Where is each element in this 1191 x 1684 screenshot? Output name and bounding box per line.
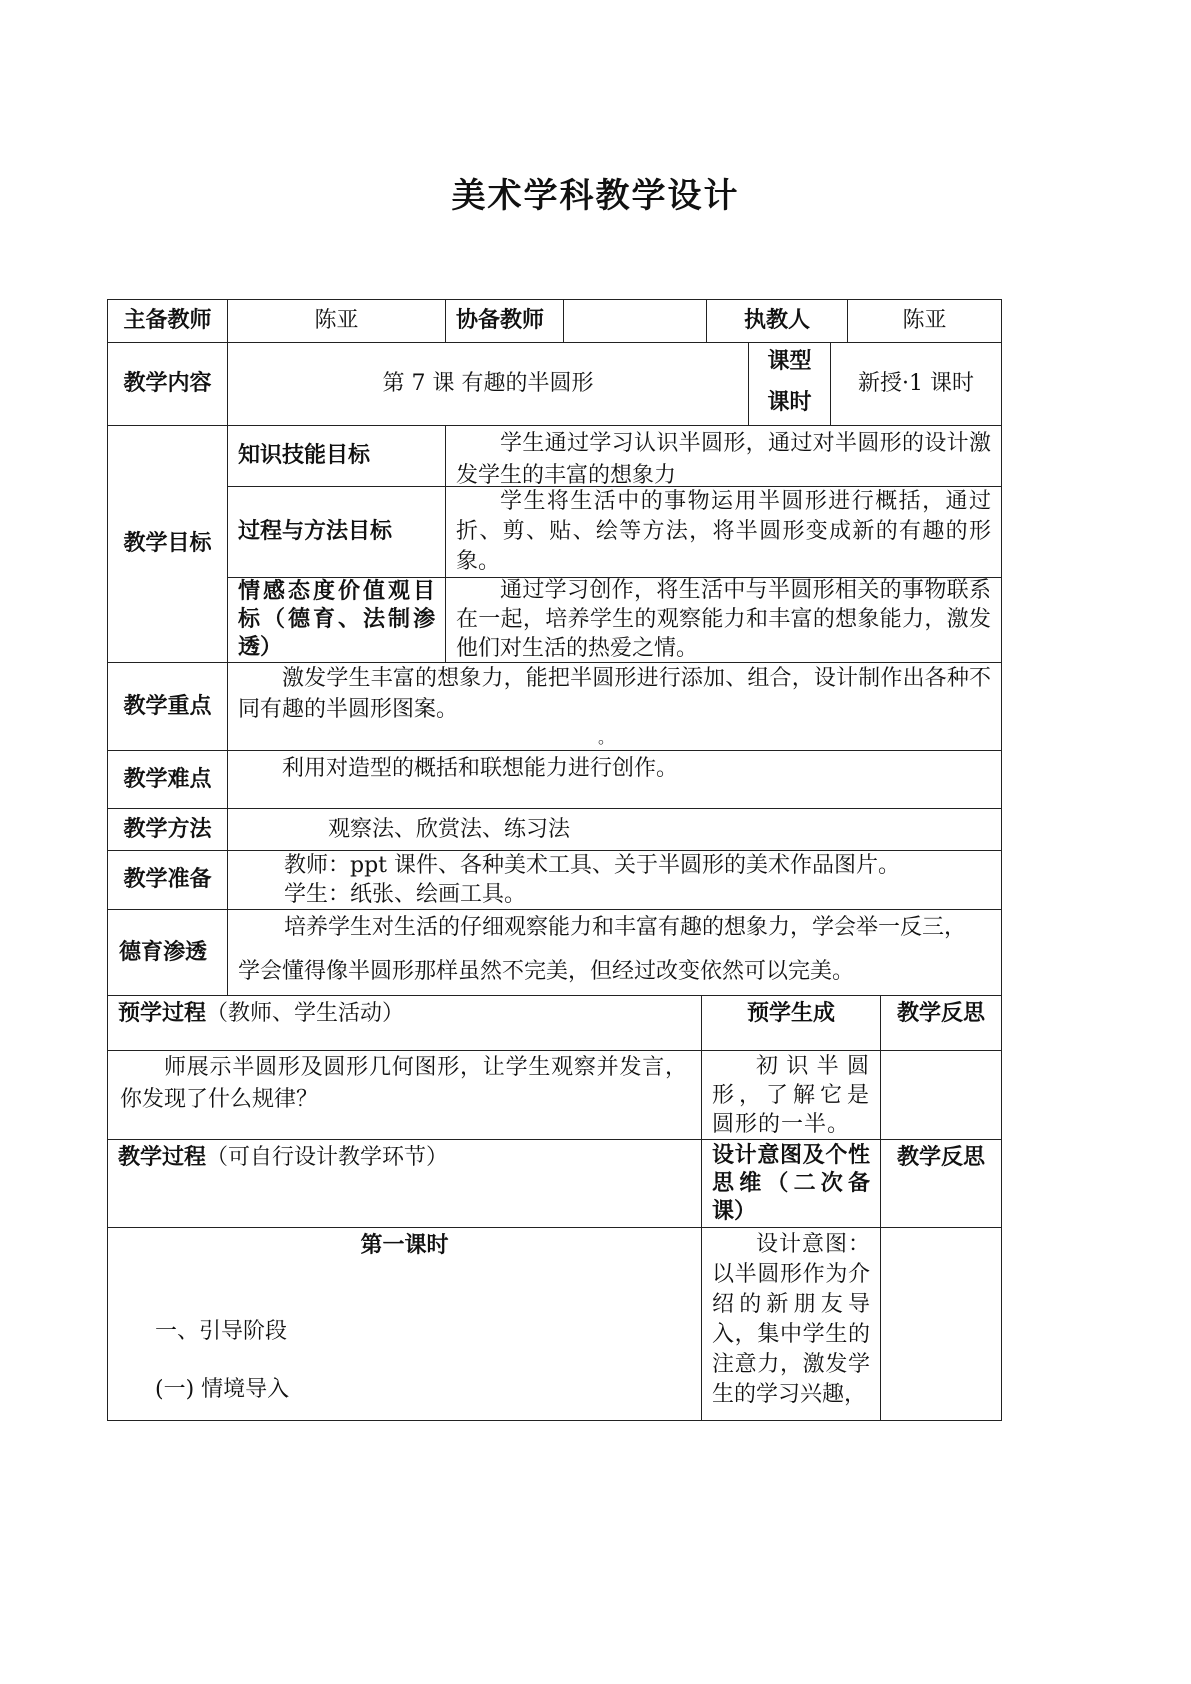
process-label: 教学过程 xyxy=(118,1145,207,1170)
table-border xyxy=(107,1139,1002,1140)
key-point-mark: 。 xyxy=(598,728,615,747)
method-label: 教学方法 xyxy=(123,816,212,842)
process-reflection-text xyxy=(881,1230,1001,1418)
prep-student-text: 学生：纸张、绘画工具。 xyxy=(284,882,527,907)
table-border xyxy=(107,995,1002,996)
prelearn-label-note: （教师、学生活动） xyxy=(206,1001,405,1026)
goal-knowledge-text: 学生通过学习认识半圆形，通过对半圆形的设计激发学生的丰富的想象力 xyxy=(456,431,991,488)
executor-value: 陈亚 xyxy=(902,308,947,333)
assist-teacher-label: 协备教师 xyxy=(456,308,545,333)
prelearn-label: 预学过程 xyxy=(118,1001,207,1026)
content-value: 第 7 课 有趣的半圆形 xyxy=(382,371,594,396)
moral-label: 德育渗透 xyxy=(118,939,207,965)
executor-label: 执教人 xyxy=(743,308,810,333)
goal-knowledge-label: 知识技能目标 xyxy=(238,443,371,468)
stage-subheading: (一) 情境导入 xyxy=(155,1377,290,1402)
goal-process-label: 过程与方法目标 xyxy=(238,519,393,544)
lesson-hours-label: 课时 xyxy=(767,390,812,415)
lesson-title: 第一课时 xyxy=(360,1233,449,1258)
process-header xyxy=(118,1142,698,1178)
prelearn-generation-label: 预学生成 xyxy=(746,1001,835,1026)
goal-emotion-label: 情感态度价值观目标（德育、法制渗透） xyxy=(238,579,435,660)
table-border xyxy=(107,1227,1002,1228)
difficulty-text: 利用对造型的概括和联想能力进行创作。 xyxy=(282,756,679,781)
lesson-type-value: 新授·1 课时 xyxy=(858,371,974,396)
process-intent-text: 设计意图：以半圆形作为介绍的新朋友导入，集中学生的注意力，激发学生的学习兴趣， xyxy=(712,1232,870,1407)
table-border xyxy=(107,1050,1002,1051)
assist-teacher-value xyxy=(564,300,706,342)
page-title: 美术学科教学设计 xyxy=(451,176,740,216)
moral-line2: 学会懂得像半圆形那样虽然不完美，但经过改变依然可以完美。 xyxy=(238,959,855,984)
key-point-label: 教学重点 xyxy=(123,693,212,719)
prep-label: 教学准备 xyxy=(123,867,212,892)
prelearn-reflection-label: 教学反思 xyxy=(896,1001,985,1026)
lesson-type-label: 课型 xyxy=(767,349,812,374)
prelearn-text: 师展示半圆形及圆形几何图形，让学生观察并发言，你发现了什么规律？ xyxy=(120,1055,687,1112)
moral-line1: 培养学生对生活的仔细观察能力和丰富有趣的想象力，学会举一反三， xyxy=(284,915,967,940)
main-teacher-label: 主备教师 xyxy=(123,308,212,333)
process-reflection-label: 教学反思 xyxy=(896,1145,985,1170)
prep-teacher-text: 教师：ppt 课件、各种美术工具、关于半圆形的美术作品图片。 xyxy=(284,853,901,878)
process-intent-label: 设计意图及个性思维（二次备课） xyxy=(712,1143,870,1224)
main-teacher-value: 陈亚 xyxy=(314,308,359,333)
table-border xyxy=(107,1420,1002,1421)
table-border xyxy=(107,750,1002,751)
stage-heading: 一、引导阶段 xyxy=(155,1319,288,1344)
prelearn-header xyxy=(118,998,698,1034)
process-label-note: （可自行设计教学环节） xyxy=(206,1145,449,1170)
goals-label: 教学目标 xyxy=(123,531,212,556)
prelearn-generation-text: 初识半圆形，了解它是圆形的一半。 xyxy=(712,1054,870,1137)
method-text xyxy=(228,809,1001,850)
prelearn-reflection-text xyxy=(881,1052,1001,1138)
difficulty-label: 教学难点 xyxy=(123,766,212,792)
method-text-value: 观察法、欣赏法、练习法 xyxy=(328,816,571,842)
content-label: 教学内容 xyxy=(123,371,212,396)
key-point-text: 激发学生丰富的想象力，能把半圆形进行添加、组合，设计制作出各种不同有趣的半圆形图案。 xyxy=(238,666,991,722)
goal-emotion-text: 通过学习创作，将生活中与半圆形相关的事物联系在一起，培养学生的观察能力和丰富的想象能力，激发他们对生活的热爱之情。 xyxy=(456,578,991,661)
goal-process-text: 学生将生活中的事物运用半圆形进行概括，通过折、剪、贴、绘等方法，将半圆形变成新的有趣的形象。 xyxy=(456,489,991,574)
table-border xyxy=(1001,299,1002,1421)
